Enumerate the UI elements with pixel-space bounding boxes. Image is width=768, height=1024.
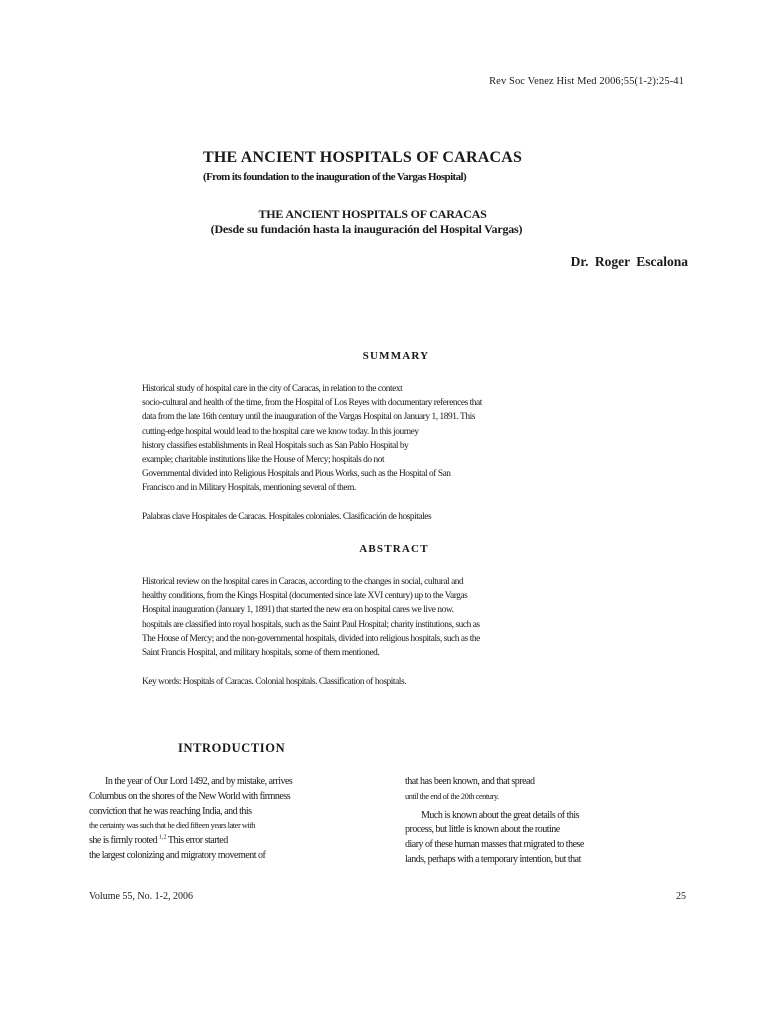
body-line: until the end of the 20th century. xyxy=(405,791,499,801)
abstract-text xyxy=(142,575,480,660)
body-line: Columbus on the shores of the New World with firmness xyxy=(89,790,291,802)
abstract-line: hospitals are classified into royal hospitals, such as the Saint Paul Hospital; charity institutions, such as xyxy=(142,619,480,630)
body-line: the largest colonizing and migratory movement of xyxy=(89,849,266,861)
introduction-left-column xyxy=(89,775,292,864)
body-line xyxy=(89,834,292,849)
introduction-heading: INTRODUCTION xyxy=(178,741,286,755)
body-line: diary of these human masses that migrated to these xyxy=(405,839,584,851)
body-line: In the year of Our Lord 1492, and by mistake, arrives xyxy=(105,776,293,787)
summary-line: cutting-edge hospital would lead to the hospital care we know today. In this journey xyxy=(142,426,419,437)
citation-superscript: 1, 2 xyxy=(159,834,167,841)
summary-text xyxy=(142,382,482,496)
summary-line: socio-cultural and health of the time, from the Hospital of Los Reyes with documentary references that xyxy=(142,398,482,409)
summary-line: data from the late 16th century until the inauguration of the Vargas Hospital on January 1, 1891. This xyxy=(142,412,475,423)
abstract-line: Historical review on the hospital cares in Caracas, according to the changes in social, cultural and xyxy=(142,577,464,587)
journal-reference: Rev Soc Venez Hist Med 2006;55(1-2):25-41 xyxy=(489,76,684,87)
summary-line: history classifies establishments in Real Hospitals such as San Pablo Hospital by xyxy=(142,440,409,451)
body-line-text: she is firmly rooted xyxy=(89,835,158,847)
abstract-line: Saint Francis Hospital, and military hospitals, some of them mentioned. xyxy=(142,648,380,659)
article-title-english: THE ANCIENT HOSPITALS OF CARACAS xyxy=(203,149,523,166)
body-line-text: This error started xyxy=(167,835,228,847)
abstract-keywords: Key words: Hospitals of Caracas. Colonial hospitals. Classification of hospitals. xyxy=(142,677,407,687)
summary-keywords: Palabras clave Hospitales de Caracas. Hospitales coloniales. Clasificación de hospitales xyxy=(142,512,432,522)
abstract-heading: ABSTRACT xyxy=(359,543,429,555)
summary-line: Governmental divided into Religious Hospitals and Pious Works, such as the Hospital of San xyxy=(142,469,451,480)
body-line: Much is known about the great details of this xyxy=(421,809,580,821)
author-name: Dr. Roger Escalona xyxy=(570,254,688,269)
abstract-line: healthy conditions, from the Kings Hospital (documented since late XVI century) up to the Vargas xyxy=(142,591,468,602)
body-line: the certainty was such that he died fifteen years later with xyxy=(89,821,256,831)
page-number: 25 xyxy=(676,891,686,902)
abstract-line: Hospital inauguration (January 1, 1891) that started the new era on hospital cares we live now. xyxy=(142,605,454,616)
article-subtitle-spanish: (Desde su fundación hasta la inauguración del Hospital Vargas) xyxy=(210,222,523,236)
article-title-spanish: THE ANCIENT HOSPITALS OF CARACAS xyxy=(258,207,487,221)
summary-line: example; charitable institutions like the House of Mercy; hospitals do not xyxy=(142,455,385,466)
body-line: that has been known, and that spread xyxy=(405,776,535,787)
introduction-right-column xyxy=(405,775,584,868)
body-line: lands, perhaps with a temporary intention, but that xyxy=(405,853,581,865)
body-line: conviction that he was reaching India, and this xyxy=(89,805,252,817)
abstract-line: The House of Mercy; and the non-governmental hospitals, divided into religious hospitals, such as the xyxy=(142,633,480,644)
summary-line: Historical study of hospital care in the city of Caracas, in relation to the context xyxy=(142,384,403,394)
article-subtitle-english: (From its foundation to the inauguration of the Vargas Hospital) xyxy=(203,171,467,183)
summary-line: Francisco and in Military Hospitals, mentioning several of them. xyxy=(142,483,356,494)
summary-heading: SUMMARY xyxy=(362,350,430,362)
body-line: process, but little is known about the routine xyxy=(405,824,560,836)
footer-volume: Volume 55, No. 1-2, 2006 xyxy=(89,891,193,902)
